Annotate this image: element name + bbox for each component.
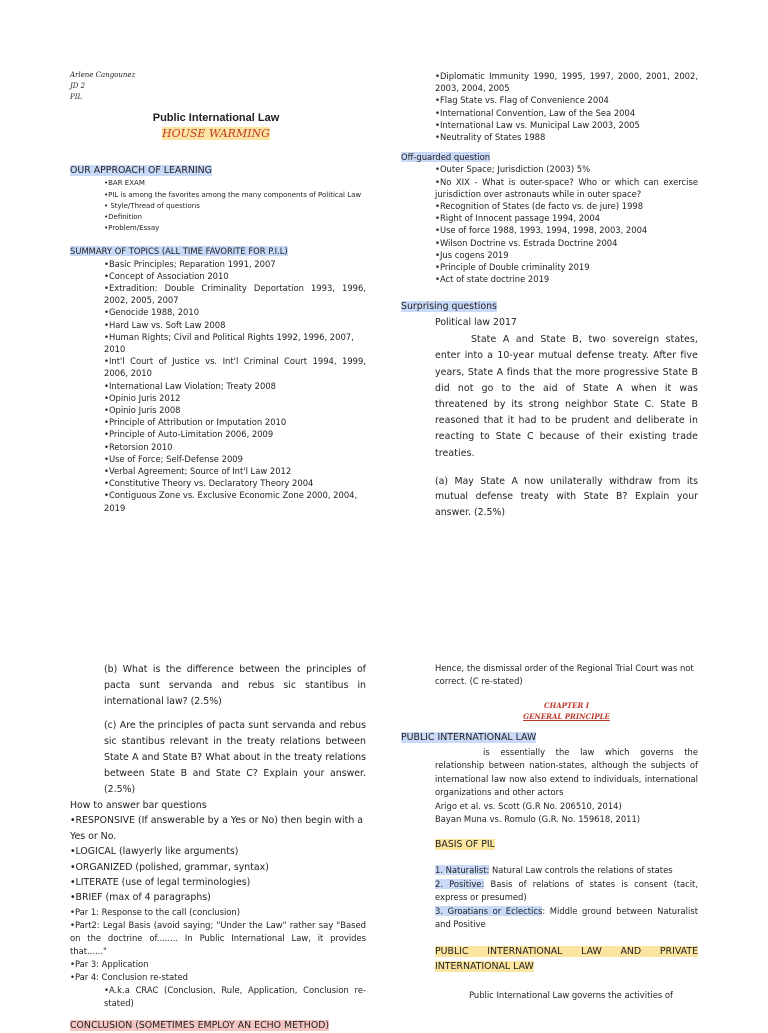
list-item: •Hard Law vs. Soft Law 2008 [104, 319, 226, 330]
list-item: •Human Rights; Civil and Political Rights 1992, 1996, 2007, 2010 [104, 331, 354, 355]
list-item: •International Law vs. Municipal Law 2003, 2005 [435, 119, 640, 130]
list-item: •Contiguous Zone vs. Exclusive Economic Zone 2000, 2004, 2019 [104, 490, 358, 513]
author-subject: PIL [70, 93, 83, 102]
list-item: •Diplomatic Immunity 1990, 1995, 1997, 2000, 2001, 2002, 2003, 2004, 2005 [435, 71, 698, 94]
case-citation: Arigo et al. vs. Scott (G.R No. 206510, 2014) [435, 800, 622, 811]
left-column-2 [70, 662, 366, 1033]
hence-text: Hence, the dismissal order of the Regional Trial Court was not correct. (C re-stated) [435, 663, 694, 686]
author-block [70, 70, 370, 104]
list-item: • Style/Thread of questions [104, 201, 200, 210]
list-item: •International Law Violation; Treaty 2008 [104, 380, 276, 391]
list-item: •Flag State vs. Flag of Convenience 2004 [435, 95, 609, 106]
chapter-block [401, 700, 698, 722]
polilaw-label: Political law 2017 [435, 316, 517, 328]
list-item: •Neutrality of States 1988 [435, 132, 546, 143]
list-item: •LOGICAL (lawyerly like arguments) [70, 846, 239, 858]
author-name: Arlene Cangounez [70, 71, 136, 79]
offguard-heading: Off-guarded question [401, 152, 491, 163]
list-item: •Use of force 1988, 1993, 1994, 1998, 2003, 2004 [435, 225, 648, 236]
list-item: •ORGANIZED (polished, grammar, syntax) [70, 861, 269, 873]
list-item: •LITERATE (use of legal terminologies) [70, 877, 251, 889]
list-item: •Recognition of States (de facto vs. de jure) 1998 [435, 201, 644, 212]
list-item: •Concept of Association 2010 [104, 270, 229, 281]
title-block [70, 112, 362, 140]
list-item: •BAR EXAM [104, 179, 145, 188]
list-item: •Principle of Double criminality 2019 [435, 262, 590, 273]
basis-heading: BASIS OF PIL [435, 838, 495, 850]
problem-block [401, 315, 698, 520]
list-item: •Wilson Doctrine vs. Estrada Doctrine 2004 [435, 237, 618, 248]
pil-private-heading: PUBLIC INTERNATIONAL LAW AND PRIVATE INTERNATIONAL LAW [435, 945, 698, 973]
basis-item: 1. Naturalist: Natural Law controls the relations of states [435, 865, 673, 876]
topics-continued-list [401, 70, 698, 143]
list-item: •Par 4: Conclusion re-stated [70, 971, 188, 982]
question-a: (a) May State A now unilaterally withdraw from its mutual defense treaty with State B? Explain your answer. (2.5%) [435, 475, 698, 518]
howto-heading: How to answer bar questions [70, 800, 207, 811]
surprising-heading: Surprising questions [401, 301, 497, 313]
list-item: •Opinio Juris 2008 [104, 405, 181, 416]
list-item: •Principle of Auto-Limitation 2006, 2009 [104, 429, 274, 440]
list-item: •A.k.a CRAC (Conclusion, Rule, Application, Conclusion re-stated) [104, 984, 366, 1008]
list-item: •Use of Force; Self-Defense 2009 [104, 453, 243, 464]
list-item: •Retorsion 2010 [104, 441, 173, 452]
last-line: Public International Law governs the activities of [469, 989, 673, 1000]
chapter-subtitle: GENERAL PRINCIPLE [523, 712, 610, 722]
list-item: •Basic Principles; Reparation 1991, 2007 [104, 258, 276, 269]
list-item: •Act of state doctrine 2019 [435, 274, 550, 285]
list-item: •Jus cogens 2019 [435, 249, 509, 260]
question-c: (c) Are the principles of pacta sunt servanda and rebus sic stantibus relevant in the treaty relations between State A and State B? What about in the treaty relations between State B and State C? Explain your answer. (2.5%) [104, 720, 366, 795]
list-item: •No XIX - What is outer-space? Who or which can exercise jurisdiction over astronauts while in outer space? [435, 176, 698, 199]
list-item: •Verbal Agreement; Source of Int'l Law 2012 [104, 466, 292, 477]
right-column [401, 70, 698, 520]
approach-heading: OUR APPROACH OF LEARNING [70, 165, 212, 176]
list-item: •Opinio Juris 2012 [104, 392, 181, 403]
list-item: •Principle of Attribution or Imputation 2010 [104, 417, 287, 428]
list-item: •RESPONSIVE (If answerable by a Yes or No) then begin with a Yes or No. [70, 815, 363, 842]
author-year: JD 2 [70, 82, 86, 91]
list-item: •PIL is among the favorites among the many components of Political Law [104, 190, 362, 199]
pil-heading: PUBLIC INTERNATIONAL LAW [401, 732, 537, 744]
basis-item: 2. Positive: Basis of relations of states is consent (tacit, express or presumed) [435, 878, 699, 903]
basis-item: 3. Groatians or Eclectics: Middle ground between Naturalist and Positive [435, 905, 698, 930]
case-citation: Bayan Muna vs. Romulo (G.R. No. 159618, 2011) [435, 814, 641, 825]
pil-definition: is essentially the law which governs the relationship between nation-states, although the subjects of international law now also extend to individuals, international organizations and other actors [435, 746, 698, 798]
question-b: (b) What is the difference between the principles of pacta sunt servanda and rebus sic stantibus in international law? (2.5%) [104, 664, 366, 707]
questions-block [70, 662, 366, 798]
conclusion-heading: CONCLUSION (SOMETIMES EMPLOY AN ECHO METHOD) [70, 1019, 330, 1031]
howto-list [70, 813, 366, 1009]
right-column-2 [401, 662, 698, 1001]
list-item: •Problem/Essay [104, 224, 160, 233]
approach-list [70, 178, 366, 234]
list-item: •Extradition: Double Criminality Deportation 1993, 1996, 2002, 2005, 2007 [104, 283, 366, 306]
list-item: •Genocide 1988, 2010 [104, 307, 200, 318]
list-item: •Constitutive Theory vs. Declaratory Theory 2004 [104, 478, 314, 489]
list-item: •Part2: Legal Basis (avoid saying; "Under the Law" rather say "Based on the doctrine of........ In Public International Law, it provides that......" [70, 919, 366, 956]
hence-block [401, 662, 698, 688]
list-item: •Par 3: Application [70, 958, 149, 969]
list-item: •BRIEF (max of 4 paragraphs) [70, 892, 211, 904]
summary-list [70, 258, 366, 514]
left-column [70, 163, 366, 514]
list-item: •International Convention, Law of the Sea 2004 [435, 107, 636, 118]
list-item: •Definition [104, 213, 143, 222]
summary-heading: SUMMARY OF TOPICS (ALL TIME FAVORITE FOR P.I.L) [70, 246, 288, 257]
pil-block [401, 746, 698, 1001]
list-item: •Outer Space; Jurisdiction (2003) 5% [435, 164, 591, 175]
doc-title: Public International Law [152, 112, 280, 124]
list-item: •Par 1: Response to the call (conclusion) [70, 906, 241, 917]
problem-text: State A and State B, two sovereign states, enter into a 10-year mutual defense treaty. After five years, State A finds that the more progressive State B did not go to the aid of State A when it was threatened by its strong neighbor State C. State B reasoned that it had to be prudent and deliberate in reacting to State C because of their existing trade treaties. [435, 334, 698, 459]
list-item: •Int'l Court of Justice vs. Int'l Criminal Court 1994, 1999, 2006, 2010 [104, 356, 366, 379]
page-2 [0, 645, 768, 1031]
doc-subtitle: HOUSE WARMING [162, 127, 270, 140]
list-item: •Right of Innocent passage 1994, 2004 [435, 213, 601, 224]
offguard-list [401, 163, 698, 285]
chapter-title: CHAPTER I [544, 701, 589, 710]
